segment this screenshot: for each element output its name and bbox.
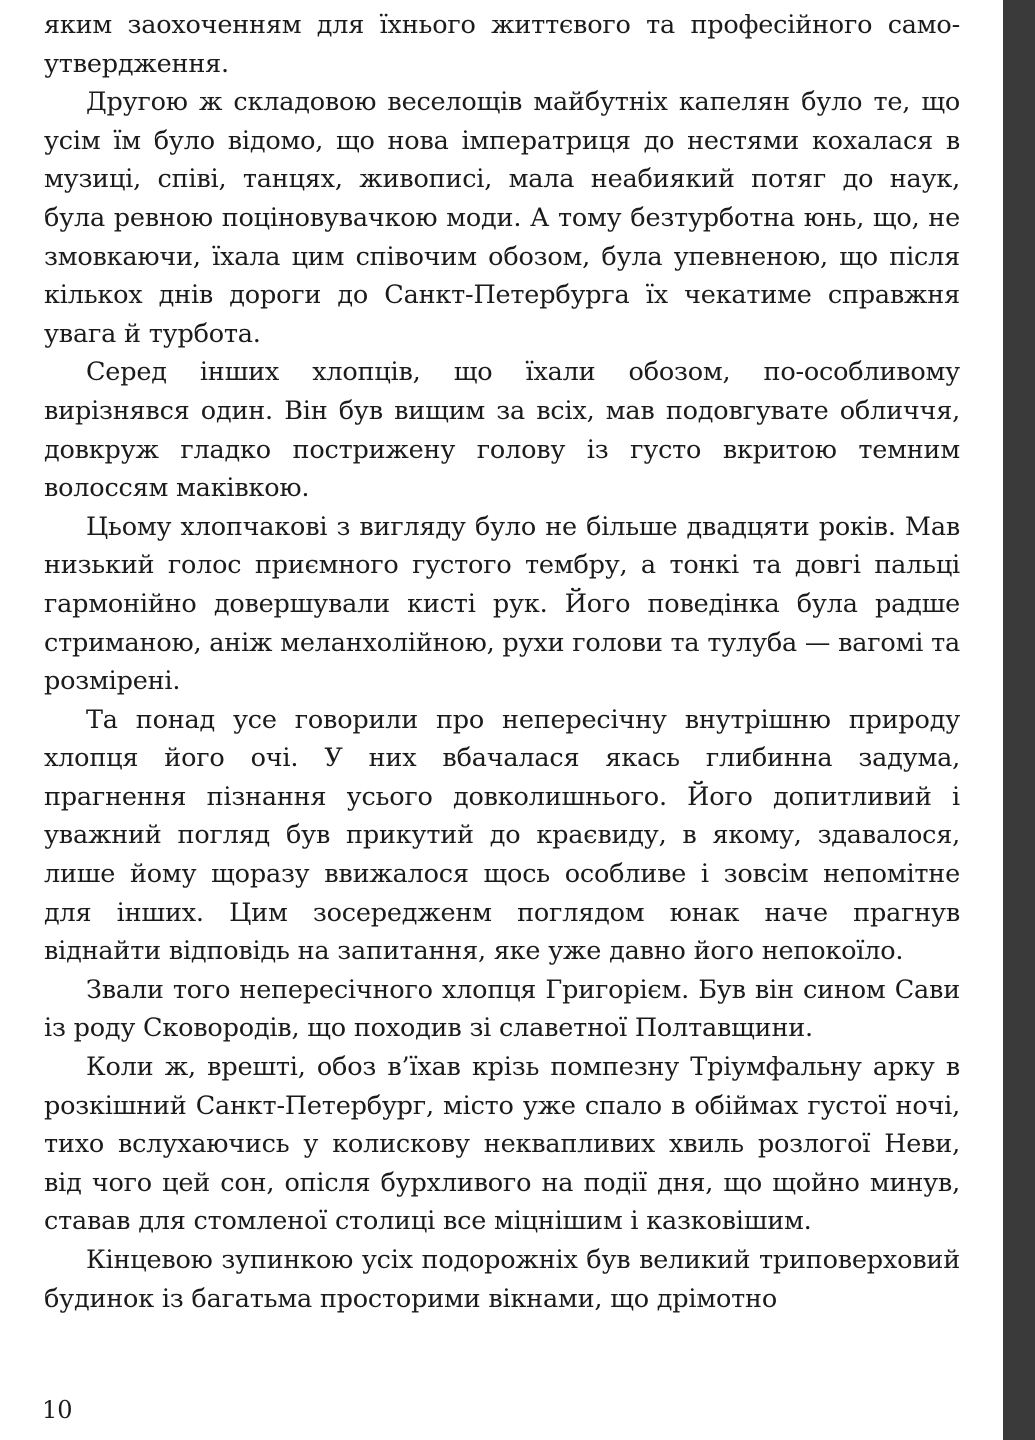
page-number: 10 — [42, 1396, 73, 1424]
page-edge-shadow — [1003, 0, 1035, 1440]
paragraph: Другою ж складовою веселощів майбутніх капелян було те, що усім їм було відомо, що нова імператриця до нестями кохалася в музиці, співі, танцях, живописі, мала неабиякий потяг до наук, була ревною поціновувачкою моди. А тому безтурботна юнь, що, не змовкаючи, їхала цим співочим обозом, була упевненою, що після кількох днів дороги до Санкт-Петербурга їх чекатиме справжня увага й турбота. — [44, 87, 960, 349]
paragraph: Коли ж, врешті, обоз в’їхав крізь помпезну Тріумфальну арку в розкішний Санкт-Петербург, місто уже спало в обіймах густої ночі, тихо вслухаючись у колискову неквапливих хвиль розлогої Неви, від чого цей сон, опісля бурхливого на події дня, що щойно минув, ставав для стомленої столиці все міцнішим і казковішим. — [44, 1052, 960, 1237]
paragraph: Звали того непересічного хлопця Григорієм. Був він сином Сави із роду Сковородів, що походив зі славетної Полтавщини. — [44, 974, 960, 1044]
paragraph: Та понад усе говорили про непересічну внутрішню природу хлопця його очі. У них вбачалася якась глибинна задума, прагнення пізнання усього довколишнього. Його допитливий і уважний погляд був прикутий до краєвиду, в якому, здавалося, лише йому щоразу ввижалося щось особливе і зовсім непомітне для інших. Цим зосередженм поглядом юнак наче прагнув віднайти відповідь на запитання, яке уже давно його непокоїло. — [44, 704, 960, 967]
paragraph: Серед інших хлопців, що їхали обозом, по-особливому вирізнявся один. Він був вищим за всіх, мав подовгувате обличчя, довкруж гладко пострижену голову із густо вкритою темним волоссям маківкою. — [44, 357, 960, 504]
body-text — [44, 6, 960, 1318]
paragraph: Цьому хлопчакові з вигляду було не більше двадцяти років. Мав низький голос приємного густого тембру, а тонкі та довгі пальці гармонійно довершували кисті рук. Його поведінка була радше стриманою, аніж меланхолійною, рухи голови та тулуба — вагомі та розмірені. — [44, 511, 960, 697]
paragraph: Кінцевою зупинкою усіх подорожніх був великий триповерховий будинок із багатьма просторими вікнами, що дрімотно — [44, 1245, 960, 1314]
paragraph-continuation: яким заохоченням для їхнього життєвого та професійного само-утвердження. — [44, 10, 960, 79]
